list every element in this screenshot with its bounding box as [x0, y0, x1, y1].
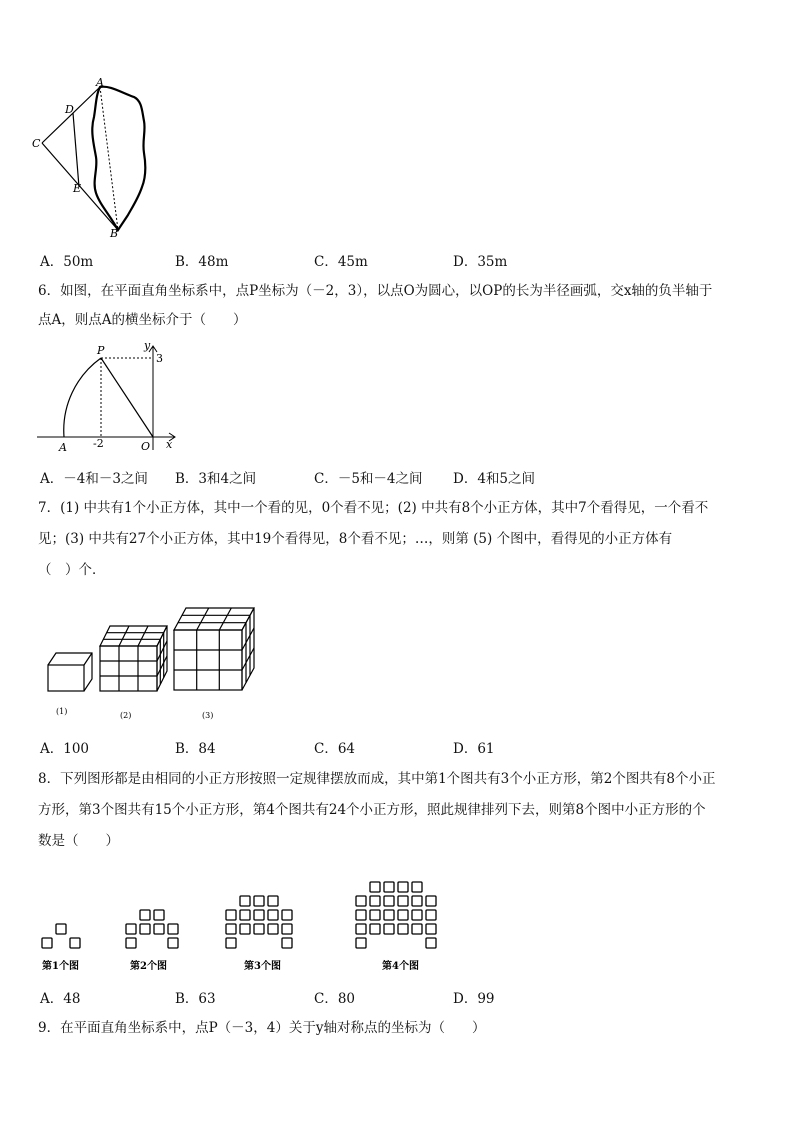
q8-square	[398, 910, 408, 920]
q6-option-a: A．－4和－3之间	[40, 471, 148, 487]
q8-square	[426, 938, 436, 948]
q8-square	[268, 910, 278, 920]
q8-option-c: C．80	[314, 991, 356, 1007]
q8-square	[384, 924, 394, 934]
q6-label-y: y	[144, 339, 151, 352]
q8-stem-line3: 数是（ ）	[38, 833, 119, 849]
q8-square	[140, 924, 150, 934]
q8-square	[226, 938, 236, 948]
q8-square	[154, 924, 164, 934]
q6-label-3: 3	[156, 352, 163, 365]
q6-label-A: A	[59, 441, 67, 454]
q8-square	[140, 910, 150, 920]
q5-label-A: A	[96, 76, 104, 89]
q7-label-3: (3)	[202, 711, 214, 720]
q8-square	[154, 910, 164, 920]
q7-option-c: C．64	[314, 741, 356, 757]
q8-square	[356, 938, 366, 948]
q7-label-1: (1)	[56, 707, 68, 716]
q8-square	[240, 924, 250, 934]
q8-square	[56, 924, 66, 934]
q8-square	[370, 910, 380, 920]
q8-stem-line1: 8．下列图形都是由相同的小正方形按照一定规律摆放而成，其中第1个图共有3个小正方形，第2个图共有8个小正	[38, 771, 716, 787]
q8-square	[426, 924, 436, 934]
q8-square	[126, 924, 136, 934]
q8-square	[384, 882, 394, 892]
q8-square	[126, 938, 136, 948]
q7-figure	[40, 598, 270, 726]
q8-square	[370, 896, 380, 906]
q8-square	[240, 910, 250, 920]
q5-option-a: A．50m	[40, 254, 94, 270]
q8-square	[426, 896, 436, 906]
q8-square	[412, 896, 422, 906]
q5-label-E: E	[73, 182, 82, 195]
q8-square	[282, 924, 292, 934]
q8-figure	[30, 858, 480, 978]
q8-square	[384, 910, 394, 920]
q8-square	[398, 882, 408, 892]
q8-square	[42, 938, 52, 948]
q7-label-2: (2)	[120, 711, 132, 720]
q8-option-b: B．63	[175, 991, 216, 1007]
q8-square	[398, 896, 408, 906]
q5-option-d: D．35m	[453, 254, 508, 270]
q8-square	[240, 896, 250, 906]
q6-option-b: B．3和4之间	[175, 471, 257, 487]
q8-square	[254, 910, 264, 920]
q8-square	[168, 924, 178, 934]
q8-square	[370, 882, 380, 892]
q8-square	[268, 896, 278, 906]
q8-square	[384, 896, 394, 906]
q8-option-a: A．48	[40, 991, 81, 1007]
q5-label-B: B	[110, 227, 119, 240]
q8-square	[254, 924, 264, 934]
q8-square	[426, 910, 436, 920]
q8-square	[254, 896, 264, 906]
q7-option-b: B．84	[175, 741, 216, 757]
q6-label-x: x	[166, 438, 173, 451]
q5-label-D: D	[65, 103, 74, 116]
q6-label-P: P	[97, 344, 105, 357]
q7-stem-line1: 7．(1) 中共有1个小正方体，其中一个看的见，0个看不见；(2) 中共有8个小正方体，其中7个看得见，一个看不	[38, 500, 709, 516]
q5-option-b: B．48m	[175, 254, 229, 270]
q7-stem-line3: （ ）个．	[38, 562, 106, 578]
q6-stem-line1: 6．如图，在平面直角坐标系中，点P坐标为（－2，3），以点O为圆心，以OP的长为半径画弧，交x轴的负半轴于	[38, 283, 713, 299]
q7-option-a: A．100	[40, 741, 90, 757]
q7-option-d: D．61	[453, 741, 495, 757]
q9-stem-line1: 9．在平面直角坐标系中，点P（－3，4）关于y轴对称点的坐标为（ ）	[38, 1020, 486, 1036]
q8-square	[412, 882, 422, 892]
q8-square	[412, 910, 422, 920]
q8-square	[226, 924, 236, 934]
q8-square	[412, 924, 422, 934]
q6-label-O: O	[141, 440, 151, 453]
q5-label-C: C	[32, 137, 41, 150]
q6-stem-line2: 点A，则点A的横坐标介于（ ）	[38, 312, 247, 328]
q8-square	[168, 938, 178, 948]
q8-label-2: 第2个图	[130, 961, 167, 972]
q6-option-c: C．－5和－4之间	[314, 471, 423, 487]
q8-square	[356, 924, 366, 934]
q5-figure	[30, 75, 160, 240]
q8-square	[356, 896, 366, 906]
q8-square	[282, 938, 292, 948]
q6-figure	[35, 338, 185, 456]
q8-square	[70, 938, 80, 948]
q6-option-d: D．4和5之间	[453, 471, 536, 487]
q8-square	[226, 910, 236, 920]
q8-square	[370, 924, 380, 934]
q8-square	[356, 910, 366, 920]
q8-square	[268, 924, 278, 934]
q8-label-1: 第1个图	[42, 961, 79, 972]
q8-label-4: 第4个图	[382, 961, 419, 972]
q7-stem-line2: 见；(3) 中共有27个小正方体，其中19个看得见，8个看不见；…，则第 (5) 个图中，看得见的小正方体有	[38, 531, 673, 547]
q8-square	[282, 910, 292, 920]
q8-square	[398, 924, 408, 934]
q8-option-d: D．99	[453, 991, 495, 1007]
q5-option-c: C．45m	[314, 254, 368, 270]
q8-label-3: 第3个图	[244, 961, 281, 972]
q6-label-neg2: -2	[93, 437, 104, 450]
q8-stem-line2: 方形，第3个图共有15个小正方形，第4个图共有24个小正方形，照此规律排列下去，则第8个图中小正方形的个	[38, 802, 706, 818]
